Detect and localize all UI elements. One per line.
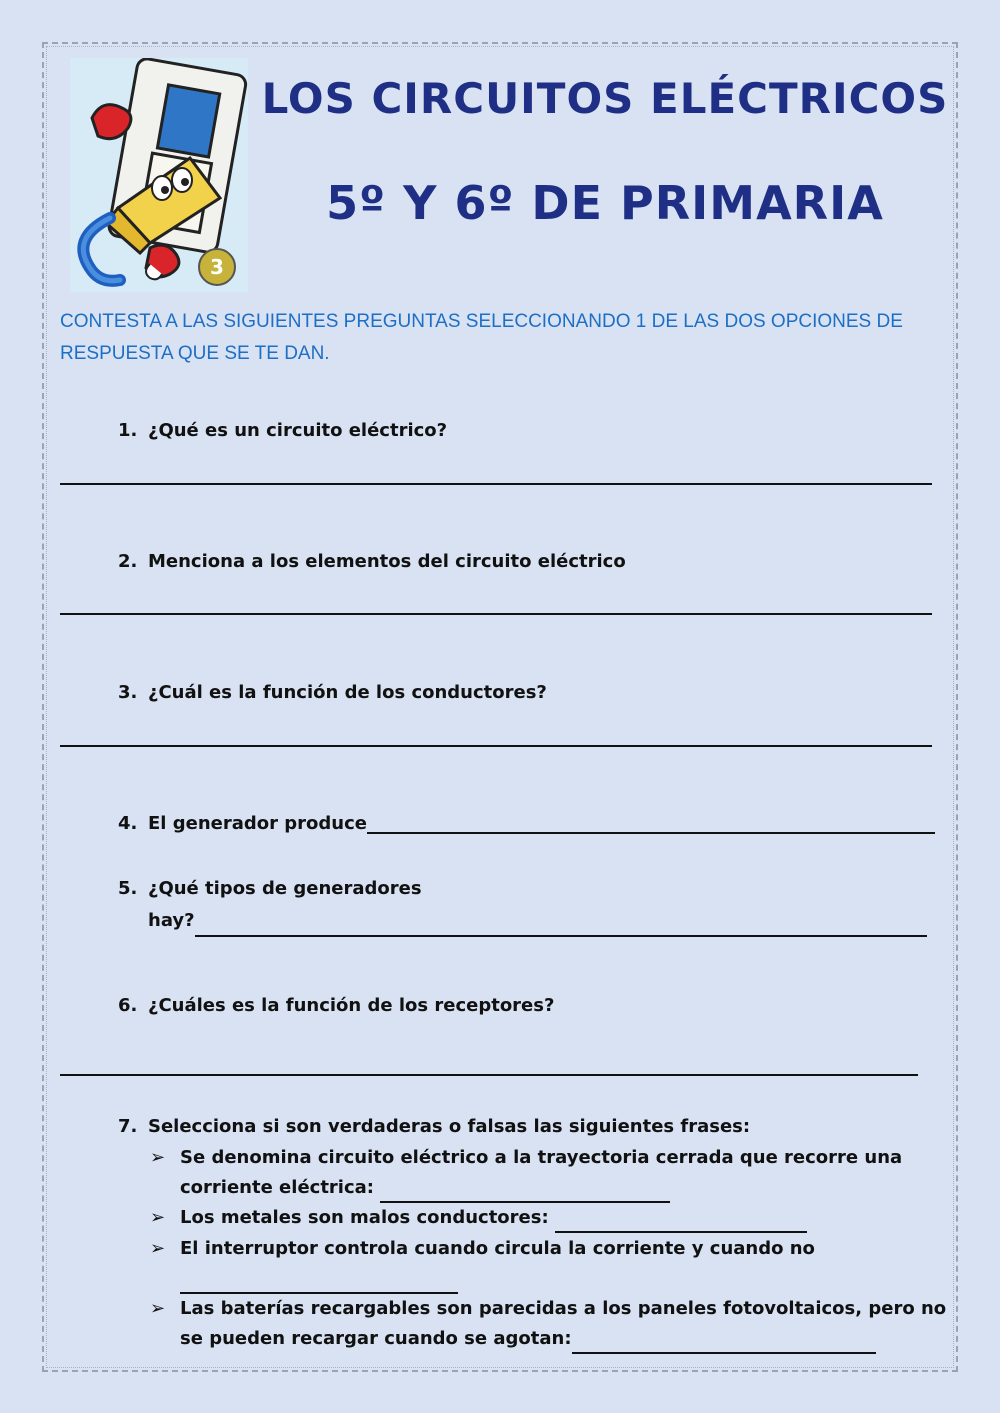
true-false-blank-3[interactable] bbox=[180, 1274, 458, 1294]
question-number: 4. bbox=[118, 813, 138, 834]
true-false-blank-1[interactable] bbox=[380, 1183, 670, 1203]
statement-3 bbox=[150, 1234, 815, 1264]
question-text: El generador produce bbox=[148, 813, 367, 834]
question-3 bbox=[118, 682, 547, 703]
statement-4 bbox=[150, 1294, 946, 1324]
true-false-blank-4[interactable] bbox=[572, 1334, 876, 1354]
question-text: Selecciona si son verdaderas o falsas las siguientes frases: bbox=[148, 1116, 751, 1137]
question-text: ¿Qué es un circuito eléctrico? bbox=[148, 420, 448, 441]
question-text: ¿Qué tipos de generadores bbox=[148, 878, 422, 899]
true-false-blank-2[interactable] bbox=[555, 1213, 807, 1233]
worksheet-title: LOS CIRCUITOS ELÉCTRICOS bbox=[261, 74, 949, 123]
statement-text: El interruptor controla cuando circula la corriente y cuando no bbox=[180, 1238, 815, 1259]
statement-2 bbox=[150, 1203, 807, 1233]
statement-text: Las baterías recargables son parecidas a los paneles fotovoltaicos, pero no bbox=[180, 1298, 947, 1319]
arrow-bullet-icon: ➢ bbox=[150, 1238, 166, 1259]
answer-line-6[interactable] bbox=[60, 1074, 918, 1076]
statement-4-continued bbox=[180, 1324, 876, 1354]
question-4 bbox=[118, 813, 935, 834]
arrow-bullet-icon: ➢ bbox=[150, 1298, 166, 1319]
statement-3-continued bbox=[180, 1264, 458, 1294]
answer-line-1[interactable] bbox=[60, 483, 932, 485]
question-text: ¿Cuál es la función de los conductores? bbox=[148, 682, 547, 703]
worksheet-subtitle: 5º Y 6º DE PRIMARIA bbox=[326, 176, 884, 230]
question-1 bbox=[118, 420, 447, 441]
number-badge: 3 bbox=[198, 248, 236, 286]
question-7 bbox=[118, 1116, 750, 1137]
statement-1-continued bbox=[180, 1173, 670, 1203]
question-number: 1. bbox=[118, 420, 138, 441]
question-number: 5. bbox=[118, 878, 138, 899]
question-number: 6. bbox=[118, 995, 138, 1016]
answer-line-2[interactable] bbox=[60, 613, 932, 615]
question-number: 3. bbox=[118, 682, 138, 703]
instructions-text: CONTESTA A LAS SIGUIENTES PREGUNTAS SELECCIONANDO 1 DE LAS DOS OPCIONES DE RESPUESTA QUE SE TE DAN. bbox=[60, 311, 903, 364]
question-2 bbox=[118, 551, 626, 572]
question-text: ¿Cuáles es la función de los receptores? bbox=[148, 995, 555, 1016]
arrow-bullet-icon: ➢ bbox=[150, 1207, 166, 1228]
arrow-bullet-icon: ➢ bbox=[150, 1147, 166, 1168]
statement-1 bbox=[150, 1143, 902, 1173]
statement-text: se pueden recargar cuando se agotan: bbox=[180, 1328, 572, 1349]
question-text: Menciona a los elementos del circuito eléctrico bbox=[148, 551, 626, 572]
question-text-continued: hay? bbox=[148, 910, 195, 931]
statement-text: Los metales son malos conductores: bbox=[180, 1207, 555, 1228]
answer-blank-4[interactable] bbox=[367, 814, 935, 834]
statement-text: corriente eléctrica: bbox=[180, 1177, 381, 1198]
question-6 bbox=[118, 995, 554, 1016]
answer-blank-5[interactable] bbox=[195, 917, 927, 937]
question-number: 2. bbox=[118, 551, 138, 572]
answer-line-3[interactable] bbox=[60, 745, 932, 747]
statement-text: Se denomina circuito eléctrico a la trayectoria cerrada que recorre una bbox=[180, 1147, 903, 1168]
question-number: 7. bbox=[118, 1116, 138, 1137]
question-5 bbox=[118, 873, 927, 937]
